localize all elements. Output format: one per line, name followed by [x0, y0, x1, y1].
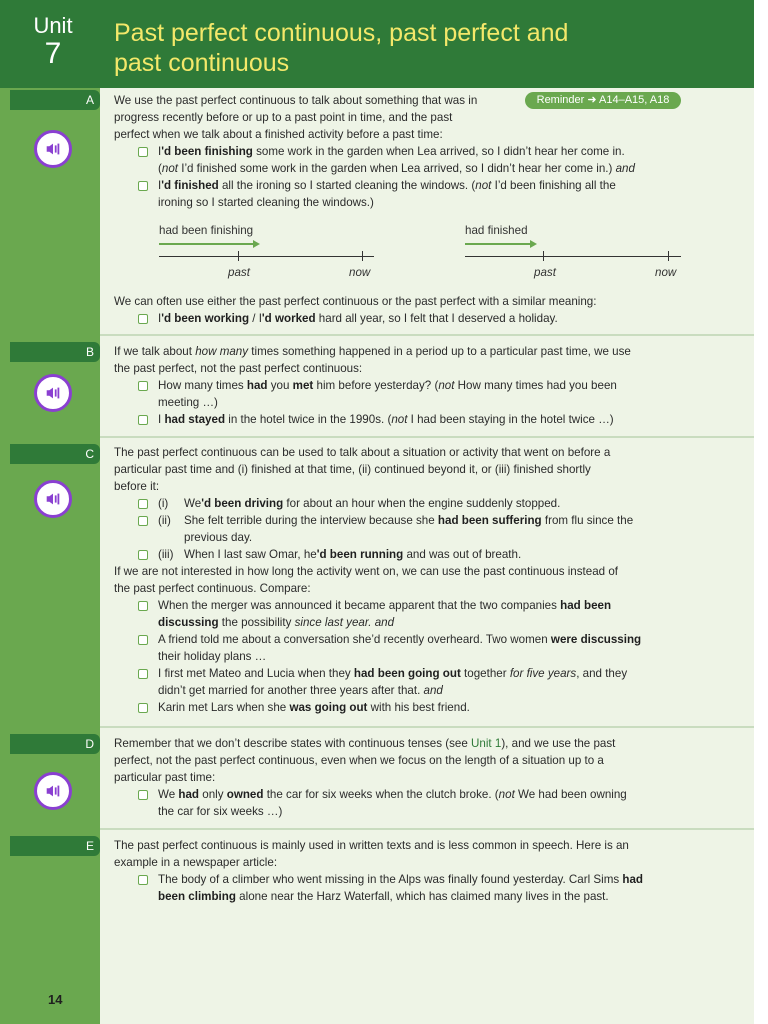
example-cont: the car for six weeks …) — [158, 805, 283, 818]
text-line: Remember that we don’t describe states with continuous tenses (see Unit 1), and we use the past — [114, 737, 616, 750]
section-tab-d: D — [10, 734, 100, 754]
checkbox-icon — [138, 601, 148, 611]
example: We had only owned the car for six weeks when the clutch broke. (not We had been owning — [114, 786, 744, 803]
checkbox-icon — [138, 147, 148, 157]
title-line-2: past continuous — [114, 49, 290, 77]
audio-button-a[interactable] — [34, 130, 72, 168]
example: I had stayed in the hotel twice in the 1990s. (not I had been staying in the hotel twice …) — [114, 411, 744, 428]
arrow-right-icon — [253, 240, 260, 248]
timeline-2-arrow — [465, 243, 531, 245]
text-line: We can often use either the past perfect continuous or the past perfect with a similar meaning: — [114, 295, 597, 308]
text-line: progress recently before or up to a past point in time, and the past — [114, 111, 453, 124]
checkbox-icon — [138, 181, 148, 191]
timeline-tick — [362, 251, 363, 261]
speaker-icon — [44, 384, 62, 402]
section-a-examples — [114, 143, 744, 211]
example: When the merger was announced it became apparent that the two companies had been — [114, 597, 744, 614]
example-cont: ironing so I started cleaning the windows.) — [158, 196, 374, 209]
timeline-1-label: had been finishing — [159, 224, 254, 237]
section-band-a — [0, 88, 100, 336]
text-line: perfect when we talk about a finished activity before a past time: — [114, 128, 443, 141]
unit-1-link[interactable]: Unit 1 — [471, 737, 502, 750]
timeline-tick — [668, 251, 669, 261]
timeline-now: now — [349, 266, 371, 279]
reminder-badge[interactable]: Reminder ➜ A14–A15, A18 — [525, 92, 681, 109]
arrow-right-icon — [530, 240, 537, 248]
example: I first met Mateo and Lucia when they had been going out together for five years, and they — [114, 665, 744, 682]
checkbox-icon — [138, 381, 148, 391]
example: Karin met Lars when she was going out with his best friend. — [114, 699, 744, 716]
text-line: particular past time and (i) finished at that time, (ii) continued beyond it, or (iii) finished shortly — [114, 463, 591, 476]
text-line: perfect, not the past perfect continuous, even when we focus on the length of a situation up to a — [114, 754, 604, 767]
text-line: If we are not interested in how long the activity went on, we can use the past continuous instead of — [114, 565, 618, 578]
example: A friend told me about a conversation she’d recently overheard. Two women were discussing — [114, 631, 744, 648]
timeline-now: now — [655, 266, 677, 279]
text-line: If we talk about how many times something happened in a period up to a particular past time, we use — [114, 345, 631, 358]
page-title — [114, 18, 734, 78]
checkbox-icon — [138, 415, 148, 425]
audio-button-c[interactable] — [34, 480, 72, 518]
example-cont: (not I’d finished some work in the garden when Lea arrived, so I didn’t hear her come in.) and — [158, 162, 635, 175]
divider — [100, 334, 754, 336]
timeline-past: past — [534, 266, 556, 279]
checkbox-icon — [138, 314, 148, 324]
example: How many times had you met him before yesterday? (not How many times had you been — [114, 377, 744, 394]
timeline-past: past — [228, 266, 250, 279]
section-tab-a: A — [10, 90, 100, 110]
divider — [100, 828, 754, 830]
checkbox-icon — [138, 550, 148, 560]
example: The body of a climber who went missing in the Alps was finally found yesterday. Carl Sims had — [114, 871, 744, 888]
checkbox-icon — [138, 635, 148, 645]
checkbox-icon — [138, 875, 148, 885]
text-line: The past perfect continuous is mainly used in written texts and is less common in speech. Here is an — [114, 839, 629, 852]
divider — [100, 436, 754, 438]
example: (iii) When I last saw Omar, he'd been running and was out of breath. — [114, 546, 744, 563]
checkbox-icon — [138, 499, 148, 509]
text-line: the past perfect continuous. Compare: — [114, 582, 311, 595]
example-cont: meeting …) — [158, 396, 218, 409]
text-line: The past perfect continuous can be used to talk about a situation or activity that went on before a — [114, 446, 611, 459]
text-line: particular past time: — [114, 771, 216, 784]
timeline-1-axis — [159, 256, 374, 257]
timeline-2-label: had finished — [465, 224, 528, 237]
unit-word: Unit — [33, 13, 73, 38]
section-tab-c: C — [10, 444, 100, 464]
example: I'd been finishing some work in the garden when Lea arrived, so I didn’t hear her come in. — [114, 143, 744, 160]
checkbox-icon — [138, 703, 148, 713]
page-number: 14 — [48, 992, 63, 1007]
speaker-icon — [44, 140, 62, 158]
unit-label — [8, 14, 98, 84]
example: (ii) She felt terrible during the interview because she had been suffering from flu since the — [114, 512, 744, 529]
example: I'd finished all the ironing so I started cleaning the windows. (not I’d been finishing all the — [114, 177, 744, 194]
example-cont: been climbing alone near the Harz Waterfall, which has claimed many lives in the past. — [158, 890, 609, 903]
example-cont: previous day. — [184, 531, 253, 544]
timeline-2-axis — [465, 256, 681, 257]
section-c — [114, 444, 744, 716]
text-line: before it: — [114, 480, 160, 493]
checkbox-icon — [138, 790, 148, 800]
section-b — [114, 343, 744, 428]
title-line-1: Past perfect continuous, past perfect and — [114, 19, 569, 47]
text-line: the past perfect, not the past perfect continuous: — [114, 362, 363, 375]
text-line: We use the past perfect continuous to talk about something that was in — [114, 94, 478, 107]
checkbox-icon — [138, 516, 148, 526]
timeline-tick — [543, 251, 544, 261]
text-line: example in a newspaper article: — [114, 856, 278, 869]
example-cont: didn’t get married for another three years after that. and — [158, 684, 443, 697]
section-e — [114, 837, 744, 905]
unit-number: 7 — [44, 37, 62, 70]
audio-button-d[interactable] — [34, 772, 72, 810]
section-tab-e: E — [10, 836, 100, 856]
speaker-icon — [44, 782, 62, 800]
audio-button-b[interactable] — [34, 374, 72, 412]
section-a-note — [114, 293, 744, 327]
timeline-1-arrow — [159, 243, 254, 245]
section-d — [114, 735, 744, 820]
section-a-intro — [114, 92, 524, 143]
speaker-icon — [44, 490, 62, 508]
timeline-tick — [238, 251, 239, 261]
example: I'd been working / I'd worked hard all year, so I felt that I deserved a holiday. — [114, 310, 744, 327]
example: (i) We'd been driving for about an hour when the engine suddenly stopped. — [114, 495, 744, 512]
section-tab-b: B — [10, 342, 100, 362]
example-cont: their holiday plans … — [158, 650, 267, 663]
example-cont: discussing the possibility since last year. and — [158, 616, 395, 629]
checkbox-icon — [138, 669, 148, 679]
divider — [100, 726, 754, 728]
